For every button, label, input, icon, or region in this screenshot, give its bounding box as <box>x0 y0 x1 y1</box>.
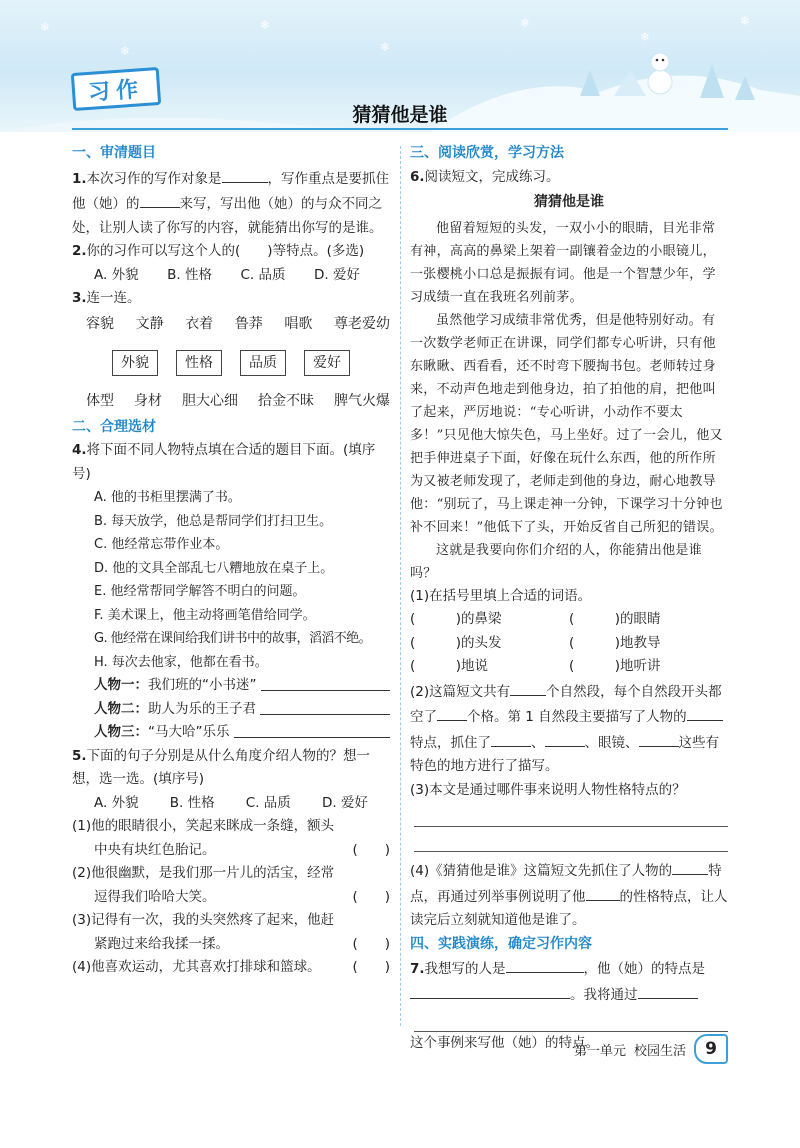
list-item: F. 美术课上，他主动将画笔借给同学。 <box>94 607 316 623</box>
list-item: E. 他经常帮同学解答不明白的问题。 <box>94 584 306 599</box>
page-title: 猜猜他是谁 <box>352 104 448 126</box>
answer-blank[interactable] <box>261 674 391 691</box>
answer-line[interactable] <box>414 1007 728 1032</box>
section-heading-2: 二、合理选材 <box>72 418 156 435</box>
page-number: 9 <box>694 1034 728 1064</box>
article-paragraph: 虽然他学习成绩非常优秀，但是他特别好动。有一次数学老师正在讲课，同学们都专心听讲，只有他东瞅瞅、西看看，还不时弯下腰掏书包。老师转过身来，不动声色地走到他身边，拍了拍他的肩，把他叫了起来，严厉地说：“专心听讲，小动作不要太多！”只见他大惊失色，马上坐好。过了一会儿，他又把手伸进桌子下面，好像在玩什么东西，他的所作所为又被老师发现了，老师走到他的身边，耐心地教导他：“别玩了，马上课走神一分钟，下课学习十分钟也补不回来！”他低下了头，开始反省自己所犯的错误。 <box>410 312 723 535</box>
topic-label: 校园生活 <box>633 1043 686 1059</box>
options-row <box>72 792 390 816</box>
list-item: B. 每天放学，他总是帮同学们打扫卫生。 <box>94 513 333 529</box>
match-word[interactable]: 身材 <box>134 393 162 409</box>
section-heading-4: 四、实践演练，确定习作内容 <box>410 935 592 952</box>
answer-blank[interactable] <box>639 730 679 747</box>
sub-question-4: (4)《猜猜他是谁》这篇短文先抓住了人物的 特点，再通过列举事例说明了他 的性格特点，让人读完后立刻就知道他是谁了。 <box>410 858 728 933</box>
option[interactable]: C. 品质 <box>240 266 286 283</box>
match-word[interactable]: 胆大心细 <box>182 393 238 409</box>
answer-blank[interactable] <box>222 166 268 183</box>
sentence-item: (2)他很幽默，是我们那一片儿的活宝，经常 逗得我们哈哈大笑。 ( ) <box>72 862 390 909</box>
article-paragraph: 他留着短短的头发，一双小小的眼睛，目光非常有神，高高的鼻梁上架着一副镶着金边的小眼镜儿，一张樱桃小口总是振振有词。他是一个智慧少年，学习成绩一直在我班名列前茅。 <box>410 220 716 305</box>
match-word[interactable]: 拾金不昧 <box>258 393 314 409</box>
list-item: H. 每次去他家，他都在看书。 <box>94 654 268 670</box>
sentence-item: (3)记得有一次，我的头突然疼了起来，他赶 紧跑过来给我揉一揉。 ( ) <box>72 909 390 956</box>
fill-row: ( )的鼻梁 ( )的眼睛 <box>410 611 661 627</box>
sentence-item: (1)他的眼睛很小，笑起来眯成一条缝，额头 中央有块红色胎记。 ( ) <box>72 815 390 862</box>
article-title: 猜猜他是谁 <box>534 194 604 210</box>
list-item: G. 他经常在课间给我们讲书中的故事，滔滔不绝。 <box>94 631 371 646</box>
question-2: 2.你的习作可以写这个人的( )等特点。(多选) <box>72 243 365 259</box>
person-3: 人物三： “马大哈”乐乐 <box>72 721 390 745</box>
fill-row: ( )地说 ( )地听讲 <box>410 658 661 674</box>
question-6: 6.阅读短文，完成练习。 <box>410 168 560 185</box>
option[interactable]: D. 爱好 <box>314 266 360 283</box>
sentence-item: (4)他喜欢运动，尤其喜欢打排球和篮球。 ( ) <box>72 956 390 980</box>
match-word[interactable]: 衣着 <box>185 315 214 332</box>
answer-blank[interactable] <box>234 721 391 738</box>
answer-blank[interactable] <box>410 982 570 999</box>
sub-question-1: (1)在括号里填上合适的词语。 <box>410 587 592 604</box>
category-box[interactable]: 性格 <box>176 350 222 376</box>
person-1: 人物一： 我们班的“小书迷” <box>72 674 390 698</box>
option[interactable]: D. 爱好 <box>321 794 368 811</box>
answer-blank[interactable] <box>586 884 620 901</box>
category-box[interactable]: 外貌 <box>112 350 158 376</box>
section-tag: 习作 <box>71 67 161 111</box>
match-word[interactable]: 体型 <box>86 393 114 409</box>
answer-blank[interactable] <box>672 858 708 875</box>
option[interactable]: A. 外貌 <box>94 266 139 283</box>
answer-line[interactable] <box>414 827 728 852</box>
options-row <box>72 264 390 288</box>
trait-list <box>72 486 390 674</box>
answer-paren[interactable]: ( ) <box>352 841 390 858</box>
category-box[interactable]: 爱好 <box>304 350 350 376</box>
unit-label: 第一单元 <box>573 1043 626 1059</box>
match-word[interactable]: 唱歌 <box>284 315 313 332</box>
option[interactable]: C. 品质 <box>245 794 291 811</box>
answer-blank[interactable] <box>437 704 467 721</box>
article-paragraph: 这就是我要向你们介绍的人，你能猜出他是谁吗？ <box>410 542 703 581</box>
answer-paren[interactable]: ( ) <box>352 935 390 952</box>
answer-blank[interactable] <box>140 191 180 208</box>
section-heading-1: 一、审清题目 <box>72 145 156 161</box>
page-footer <box>574 1034 728 1064</box>
list-item: C. 他经常忘带作业本。 <box>94 537 229 552</box>
header-banner: ❄ ❄ ❄ ❄ ❄ ❄ ❄ 习作 <box>0 0 800 132</box>
match-words-top <box>72 313 390 337</box>
answer-blank[interactable] <box>510 679 546 696</box>
answer-blank[interactable] <box>638 982 698 999</box>
article-body <box>410 217 728 585</box>
match-word[interactable]: 尊老爱幼 <box>333 315 390 332</box>
sub-question-3: (3)本文是通过哪件事来说明人物性格特点的？ <box>410 781 686 798</box>
question-7-end: 这个事例来写他（她）的特点。 <box>410 1035 599 1051</box>
match-categories <box>72 350 390 376</box>
answer-blank[interactable] <box>545 730 585 747</box>
fill-row: ( )的头发 ( )地教导 <box>410 634 661 651</box>
section-heading-3: 三、阅读欣赏，学习方法 <box>410 145 564 161</box>
match-word[interactable]: 鲁莽 <box>234 315 263 332</box>
answer-line[interactable] <box>414 802 728 827</box>
option[interactable]: B. 性格 <box>169 794 215 811</box>
question-4: 4.将下面不同人物特点填在合适的题目下面。(填序号) <box>72 442 376 482</box>
question-1: 1.本次习作的写作对象是 ，写作重点是要抓住他（她）的 来写，写出他（她）的与众不同之处，让别人读了你写的内容，就能猜出你写的是谁。 <box>72 166 390 241</box>
option[interactable]: B. 性格 <box>167 266 212 283</box>
match-words-bottom <box>72 390 390 414</box>
match-word[interactable]: 脾气火爆 <box>334 393 390 409</box>
sub-question-2: (2)这篇短文共有 个自然段，每个自然段开头都空了 个格。第 1 自然段主要描写了人物的特点，抓住了 、 、眼镜、 这些有特色的地方进行了描写。 <box>410 679 728 779</box>
question-7: 7.我想写的人是 ，他（她）的特点是。我将通过 <box>410 956 728 1007</box>
answer-blank[interactable] <box>687 704 723 721</box>
match-word[interactable]: 容貌 <box>86 315 114 332</box>
list-item: A. 他的书柜里摆满了书。 <box>94 490 241 505</box>
match-word[interactable]: 文静 <box>135 315 164 332</box>
question-3: 3.连一连。 <box>72 290 141 306</box>
person-2: 人物二： 助人为乐的王子君 <box>72 698 390 722</box>
question-5: 5.下面的句子分别是从什么角度介绍人物的？想一想，选一选。(填序号) <box>72 747 371 787</box>
left-column <box>72 142 390 980</box>
right-column <box>410 142 728 1056</box>
answer-blank[interactable] <box>260 698 390 715</box>
category-box[interactable]: 品质 <box>240 350 286 376</box>
answer-blank[interactable] <box>491 730 531 747</box>
list-item: D. 他的文具全部乱七八糟地放在桌子上。 <box>94 560 334 576</box>
option[interactable]: A. 外貌 <box>94 794 139 811</box>
title-underline <box>72 128 728 130</box>
column-divider <box>400 146 401 1026</box>
answer-blank[interactable] <box>506 956 584 973</box>
answer-paren[interactable]: ( ) <box>352 888 390 905</box>
answer-paren[interactable]: ( ) <box>352 959 390 975</box>
